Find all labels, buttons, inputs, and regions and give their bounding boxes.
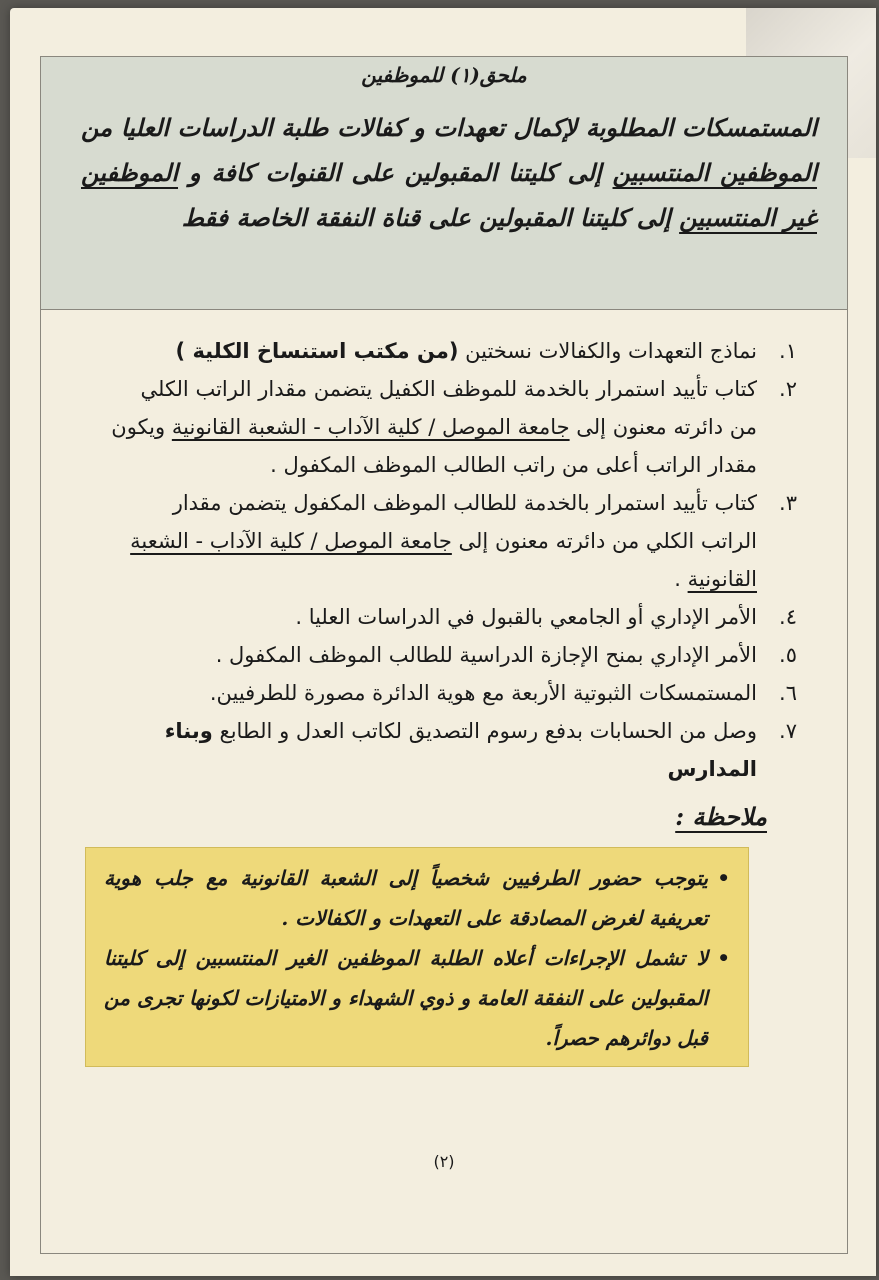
item-underlined-text: جامعة الموصل / كلية الآداب - الشعبة القانونية bbox=[130, 529, 757, 591]
item-text: المستمسكات الثبوتية الأربعة مع هوية الدائرة مصورة للطرفيين. bbox=[209, 681, 757, 705]
item-number: ٦. bbox=[779, 681, 797, 705]
list-item bbox=[111, 598, 797, 636]
header-part-1: المستمسكات المطلوبة لإكمال تعهدات و كفالات طلبة الدراسات العليا من bbox=[81, 113, 817, 142]
item-underlined-text: جامعة الموصل / كلية الآداب - الشعبة القانونية bbox=[171, 415, 570, 439]
list-item bbox=[111, 712, 797, 788]
note-highlight-box bbox=[85, 847, 749, 1067]
list-item bbox=[111, 332, 797, 370]
document-page bbox=[10, 8, 876, 1276]
note-text: يتوجب حضور الطرفيين شخصياً إلى الشعبة القانونية مع جلب هوية تعريفية لغرض المصادقة على التعهدات و الكفالات . bbox=[104, 866, 708, 930]
item-text-after: ويكون مقدار الراتب أعلى من راتب الطالب الموظف المكفول . bbox=[111, 415, 757, 477]
item-text: كتاب تأييد استمرار بالخدمة للطالب الموظف المكفول يتضمن مقدار الراتب الكلي من دائرته معنون إلى bbox=[172, 491, 757, 553]
list-item bbox=[111, 370, 797, 484]
note-item bbox=[104, 858, 730, 938]
list-item bbox=[111, 674, 797, 712]
item-number: ١. bbox=[779, 339, 797, 363]
item-number: ٤. bbox=[779, 605, 797, 629]
header-part-2: الموظفين المنتسبين bbox=[612, 158, 818, 187]
item-bold-text: (من مكتب استنساخ الكلية ) bbox=[175, 339, 459, 363]
item-number: ٣. bbox=[779, 491, 797, 515]
header-title bbox=[81, 105, 817, 240]
requirements-list bbox=[111, 332, 797, 788]
item-text: نماذج التعهدات والكفالات نسختين bbox=[465, 339, 757, 363]
bullet-icon: • bbox=[717, 866, 730, 890]
header-box bbox=[41, 57, 847, 310]
header-part-5: إلى كليتنا المقبولين على قناة النفقة الخاصة فقط bbox=[181, 203, 671, 232]
note-text: لا تشمل الإجراءات أعلاه الطلبة الموظفين الغير المنتسبين إلى كليتنا المقبولين على النفقة العامة و ذوي الشهداء و الامتيازات لكونها تجرى من قبل دوائرهم حصراً. bbox=[104, 946, 708, 1050]
note-title: ملاحظة : bbox=[675, 802, 767, 831]
item-text: الأمر الإداري بمنح الإجازة الدراسية للطالب الموظف المكفول . bbox=[215, 643, 757, 667]
item-bold-text: وبناء المدارس bbox=[164, 719, 757, 781]
item-text-after: . bbox=[674, 567, 681, 591]
item-number: ٢. bbox=[779, 377, 797, 401]
item-number: ٧. bbox=[779, 719, 797, 743]
bullet-icon: • bbox=[717, 946, 730, 970]
note-item bbox=[104, 938, 730, 1058]
header-part-4: الموظفين غير المنتسبين bbox=[81, 158, 817, 232]
list-item bbox=[111, 636, 797, 674]
item-text: وصل من الحسابات بدفع رسوم التصديق لكاتب العدل و الطابع bbox=[219, 719, 757, 743]
page-number: (٢) bbox=[433, 1152, 455, 1171]
appendix-title: ملحق(١) للموظفين bbox=[361, 63, 527, 87]
item-text: كتاب تأييد استمرار بالخدمة للموظف الكفيل يتضمن مقدار الراتب الكلي من دائرته معنون إلى bbox=[140, 377, 757, 439]
page-frame bbox=[40, 56, 848, 1254]
header-part-3: إلى كليتنا المقبولين على القنوات كافة و bbox=[188, 158, 602, 187]
item-text: الأمر الإداري أو الجامعي بالقبول في الدراسات العليا . bbox=[295, 605, 757, 629]
notes-list bbox=[86, 848, 748, 1058]
item-number: ٥. bbox=[779, 643, 797, 667]
list-item bbox=[111, 484, 797, 598]
